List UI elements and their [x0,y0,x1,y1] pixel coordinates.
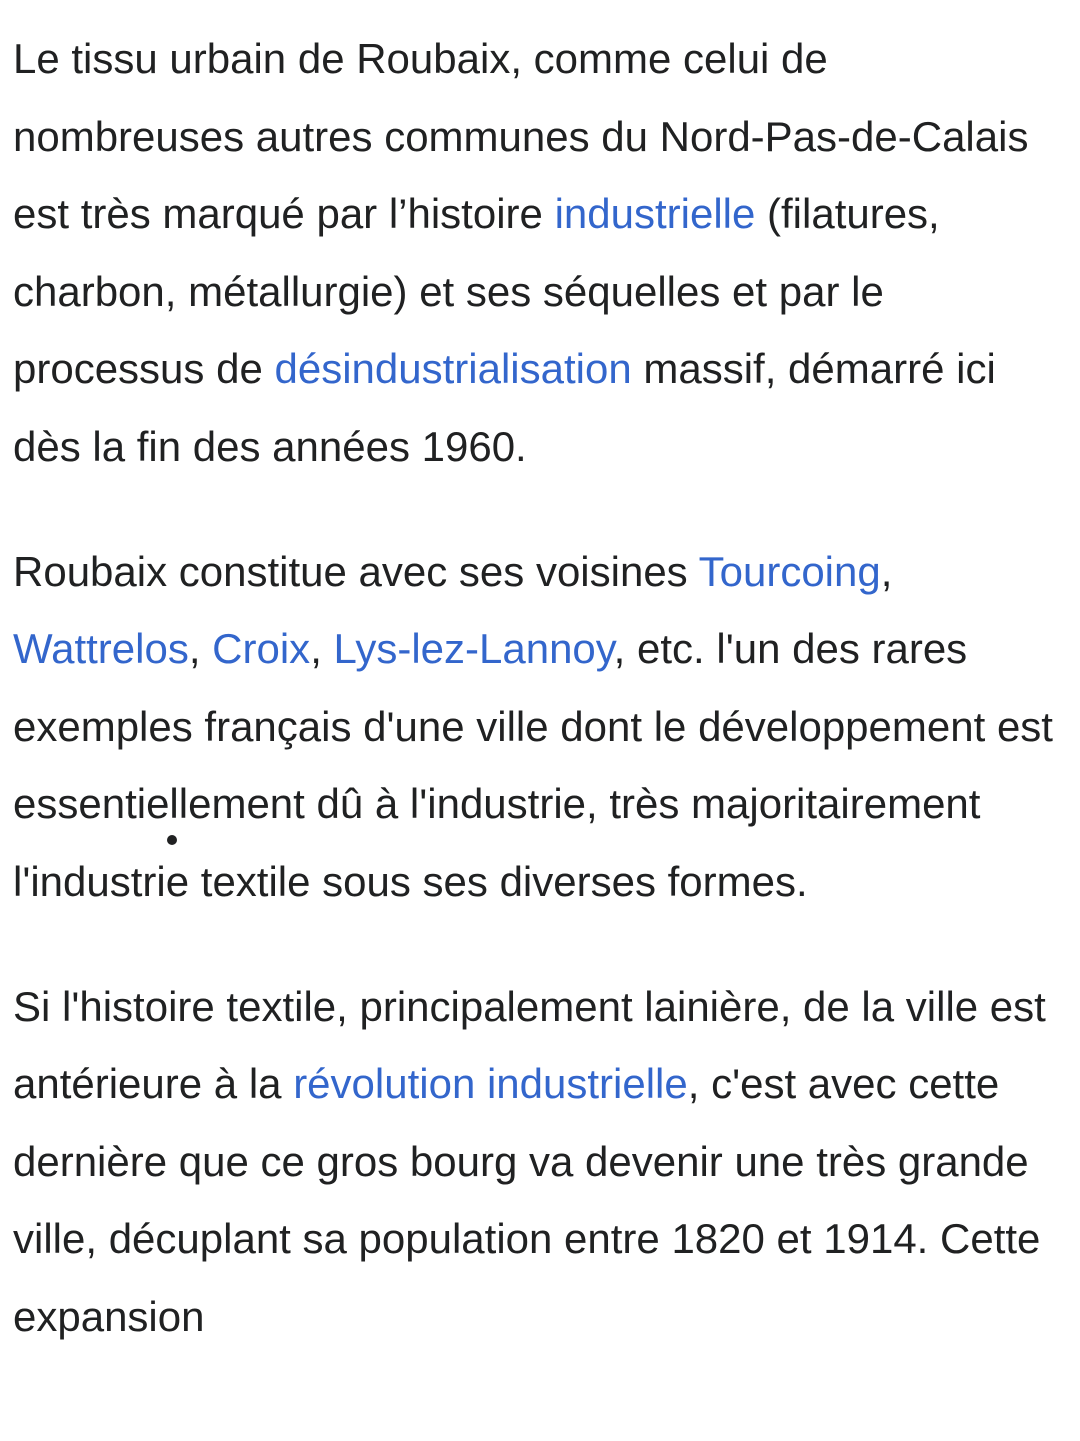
article-body [13,20,1053,1403]
paragraph-text: , [880,547,893,595]
link-wattrelos[interactable]: Wattrelos [13,625,189,673]
paragraph-text: , [188,625,213,673]
paragraph-industrial-history [13,20,1053,486]
link-revolution-industrielle[interactable]: révolution industrielle [293,1060,688,1108]
paragraph-text: , c'est avec cette dernière que ce gros bourg va devenir une très grande ville, décuplant sa population entre 1820 et 1914. Cette expansion [13,1060,1041,1340]
paragraph-text: Si l'histoire textile, principalement lainière, de la ville est antérieure à la [13,982,1046,1108]
paragraph-textile-expansion [13,968,1053,1356]
paragraph-text: Roubaix constitue avec ses voisines [13,547,699,595]
touch-indicator-dot [167,835,177,845]
link-desindustrialisation[interactable]: désindustrialisation [274,345,632,393]
paragraph-text: , etc. l'un des rares exemples français d'une ville dont le développement est essentiellement dû à l'industrie, très majoritairement l'industrie textile sous ses diverses formes. [13,625,1053,905]
paragraph-text: (filatures, charbon, métallurgie) et ses séquelles et par le processus de [13,190,940,393]
link-lys-lez-lannoy[interactable]: Lys-lez-Lannoy [333,625,614,673]
link-tourcoing[interactable]: Tourcoing [698,547,881,595]
paragraph-neighbors [13,533,1053,921]
link-industrielle[interactable]: industrielle [554,190,756,238]
link-croix[interactable]: Croix [212,625,311,673]
paragraph-text: , [310,625,334,673]
paragraph-text: massif, démarré ici dès la fin des années 1960. [13,345,996,470]
paragraph-text: Le tissu urbain de Roubaix, comme celui de nombreuses autres communes du Nord-Pas-de-Calais est très marqué par l’histoire [13,35,1029,238]
